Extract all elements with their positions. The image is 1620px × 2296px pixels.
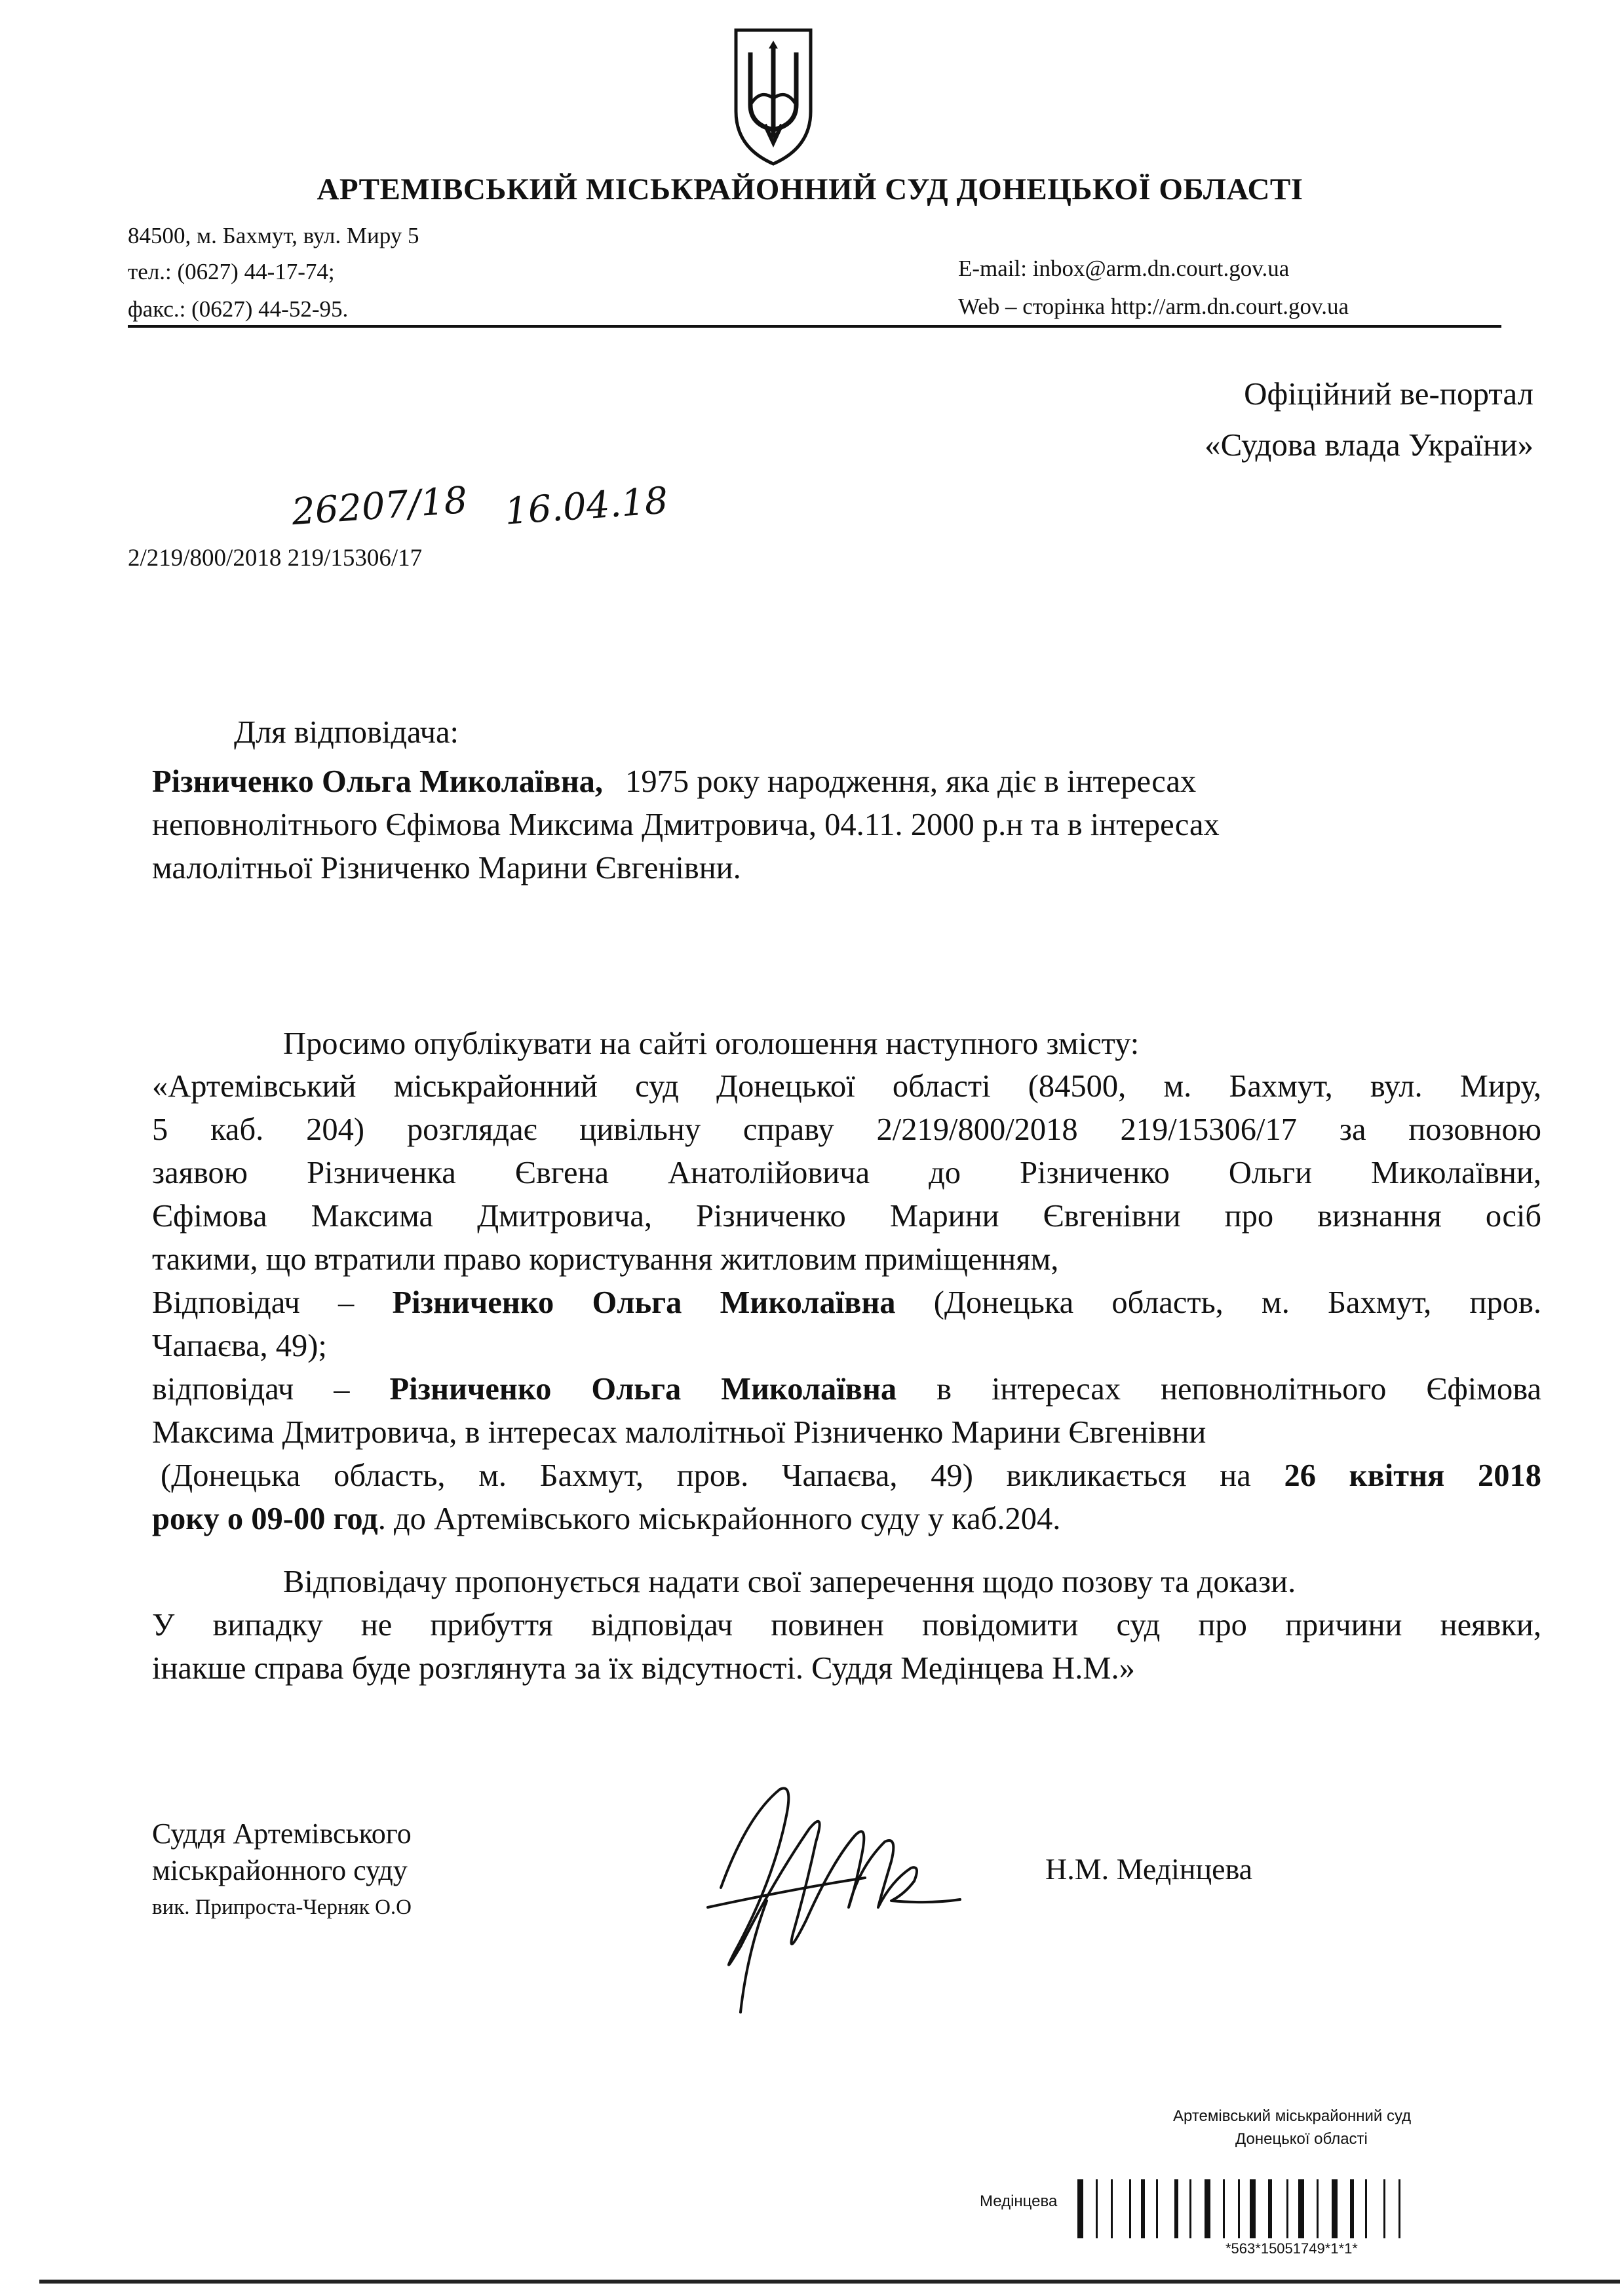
text-segment: (Донецька область, м. Бахмут, пров. Чапаєва, 49) викликається на: [161, 1458, 1284, 1493]
text-segment: Відповідач –: [152, 1285, 393, 1320]
addressee-heading: Для відповідача:: [234, 715, 459, 750]
barcode-bar: [1332, 2179, 1338, 2238]
page-edge-line: [39, 2280, 1620, 2284]
announcement-line: «Артемівський міськрайонний суд Донецької області (84500, м. Бахмут, вул. Миру,: [152, 1069, 1541, 1104]
announcement-line: Відповідачу пропонується надати свої заперечення щодо позову та докази.: [283, 1565, 1296, 1599]
barcode-bar: [1156, 2179, 1158, 2238]
addressee-line-1-rest: 1975 року народження, яка діє в інтересах: [625, 764, 1197, 799]
stamp-line-2: Донецької області: [1235, 2130, 1368, 2148]
announcement-line: [161, 1454, 1541, 1498]
judge-title-line-1: Суддя Артемівського: [152, 1818, 412, 1850]
barcode-bar: [1350, 2179, 1354, 2238]
barcode-bar: [1317, 2179, 1319, 2238]
barcode-bar: [1129, 2179, 1131, 2238]
handwritten-registration-date: 16.04.18: [503, 479, 670, 534]
barcode-bar: [1111, 2179, 1113, 2238]
barcode-bar: [1141, 2179, 1145, 2238]
barcode-bar: [1298, 2179, 1304, 2238]
executor-name: вик. Припроста-Черняк О.О: [152, 1896, 412, 1919]
barcode-text: *563*15051749*1*1*: [1225, 2240, 1358, 2257]
handwritten-signature: [695, 1737, 970, 2025]
addressee-name: Різниченко Ольга Миколаївна,: [152, 764, 604, 799]
addressee-line-1: [152, 760, 1541, 804]
barcode-bar: [1398, 2179, 1400, 2238]
hearing-time: року о 09-00 год: [152, 1502, 378, 1536]
case-number: 2/219/800/2018 219/15306/17: [128, 545, 423, 572]
defendant-name: Різниченко Ольга Миколаївна: [392, 1285, 896, 1320]
header-divider: [128, 325, 1501, 328]
recipient-line-1: Офіційний ве-портал: [1244, 376, 1533, 412]
trident-coat-of-arms-icon: [731, 26, 816, 167]
barcode: [1075, 2179, 1560, 2238]
court-name: АРТЕМІВСЬКИЙ МІСЬКРАЙОННИЙ СУД ДОНЕЦЬКОЇ ОБЛАСТІ: [317, 172, 1303, 206]
barcode-bar: [1077, 2179, 1083, 2238]
barcode-bar: [1205, 2179, 1210, 2238]
announcement-line: інакше справа буде розглянута за їх відсутності. Суддя Медінцева Н.М.»: [152, 1651, 1135, 1686]
barcode-bar: [1383, 2179, 1385, 2238]
announcement-line: У випадку не прибуття відповідач повинен повідомити суд про причини неявки,: [152, 1608, 1541, 1643]
judge-title-line-2: міськрайонного суду: [152, 1854, 408, 1886]
handwritten-registration-number: 26207/18: [290, 478, 469, 534]
stamp-label: Медінцева: [980, 2192, 1058, 2210]
barcode-bar: [1365, 2179, 1367, 2238]
announcement-line: заявою Різниченка Євгена Анатолійовича до Різниченко Ольги Миколаївни,: [152, 1156, 1541, 1190]
hearing-date: 26 квітня 2018: [1284, 1458, 1541, 1493]
barcode-bar: [1250, 2179, 1256, 2238]
announcement-line: такими, що втратили право користування житловим приміщенням,: [152, 1242, 1059, 1277]
announcement-line: [152, 1368, 1541, 1411]
defendant-name: Різниченко Ольга Миколаївна: [389, 1372, 897, 1407]
announcement-line: Чапаєва, 49);: [152, 1329, 327, 1363]
announcement-line: [152, 1281, 1541, 1325]
court-website: Web – сторінка http://arm.dn.court.gov.ua: [958, 294, 1349, 319]
text-segment: в інтересах неповнолітнього Єфімова: [897, 1372, 1541, 1407]
recipient-line-2: «Судова влада України»: [1205, 427, 1533, 463]
announcement-line: 5 каб. 204) розглядає цивільну справу 2/219/800/2018 219/15306/17 за позовною: [152, 1112, 1541, 1147]
barcode-bar: [1174, 2179, 1178, 2238]
barcode-bar: [1238, 2179, 1240, 2238]
text-segment: відповідач –: [152, 1372, 390, 1407]
court-address: 84500, м. Бахмут, вул. Миру 5: [128, 223, 419, 248]
announcement-line: Максима Дмитровича, в інтересах малолітньої Різниченко Марини Євгенівни: [152, 1415, 1206, 1450]
court-fax: факс.: (0627) 44-52-95.: [128, 296, 349, 322]
addressee-line-2: неповнолітнього Єфімова Миксима Дмитровича, 04.11. 2000 р.н та в інтересах: [152, 807, 1220, 842]
barcode-bar: [1286, 2179, 1288, 2238]
announcement-intro: Просимо опублікувати на сайті оголошення наступного змісту:: [283, 1026, 1140, 1061]
text-segment: (Донецька область, м. Бахмут, пров.: [895, 1285, 1542, 1320]
stamp-line-1: Артемівський міськрайонний суд: [1173, 2107, 1412, 2125]
barcode-bar: [1096, 2179, 1098, 2238]
announcement-line: Єфімова Максима Дмитровича, Різниченко Марини Євгенівни про визнання осіб: [152, 1199, 1541, 1234]
text-segment: . до Артемівського міськрайонного суду у каб.204.: [377, 1502, 1061, 1536]
judge-title-block: [152, 1816, 412, 1926]
court-phone: тел.: (0627) 44-17-74;: [128, 259, 335, 284]
barcode-bar: [1189, 2179, 1191, 2238]
barcode-bar: [1268, 2179, 1272, 2238]
court-email: E-mail: inbox@arm.dn.court.gov.ua: [958, 256, 1290, 281]
judge-name: Н.М. Медінцева: [1045, 1852, 1253, 1886]
barcode-bar: [1223, 2179, 1225, 2238]
announcement-line: [152, 1498, 1541, 1541]
addressee-line-3: малолітньої Різниченко Марини Євгенівни.: [152, 851, 741, 885]
